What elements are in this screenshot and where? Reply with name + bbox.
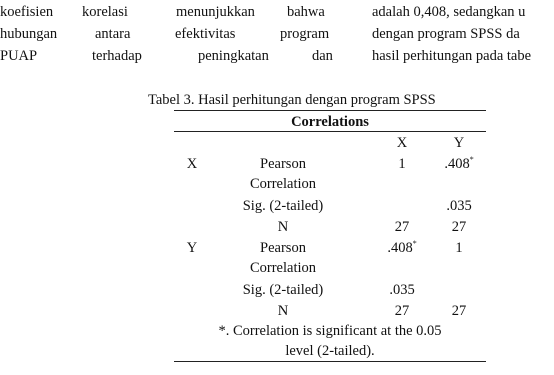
table-caption: Tabel 3. Hasil perhitungan dengan program SPSS bbox=[148, 92, 436, 108]
row-label-n: N bbox=[277, 303, 289, 319]
cell-n-y: 27 bbox=[451, 303, 467, 319]
row-label-correlation: Correlation bbox=[249, 176, 317, 192]
body-word: antara bbox=[95, 26, 131, 42]
column-header-x: X bbox=[396, 135, 408, 151]
table-bottom-rule bbox=[174, 361, 486, 362]
body-word: menunjukkan bbox=[176, 4, 255, 20]
cell-pearson-y bbox=[444, 156, 473, 172]
body-word: program bbox=[280, 26, 330, 42]
row-label-pearson: Pearson bbox=[260, 156, 306, 172]
row-group-label-x: X bbox=[186, 156, 198, 172]
cell-pearson-x bbox=[387, 240, 416, 256]
row-label-sig: Sig. (2-tailed) bbox=[242, 282, 324, 298]
body-line: adalah 0,408, sedangkan u bbox=[372, 4, 526, 20]
cell-pearson-y: 1 bbox=[455, 240, 463, 256]
cell-pearson-x: 1 bbox=[398, 156, 406, 172]
row-label-pearson: Pearson bbox=[260, 240, 306, 256]
body-word: peningkatan bbox=[198, 48, 269, 64]
body-word: dan bbox=[312, 48, 333, 64]
body-word: efektivitas bbox=[175, 26, 236, 42]
table-header-rule bbox=[174, 131, 486, 132]
body-word: hubungan bbox=[0, 26, 58, 42]
table-footnote-continued: level (2-tailed). bbox=[285, 343, 375, 359]
cell-n-y: 27 bbox=[451, 219, 467, 235]
cell-sig-x: .035 bbox=[389, 282, 415, 298]
column-header-y: Y bbox=[453, 135, 465, 151]
body-word: korelasi bbox=[82, 4, 128, 20]
body-word: terhadap bbox=[92, 48, 142, 64]
table-top-rule bbox=[174, 110, 486, 111]
cell-sig-y: .035 bbox=[446, 198, 472, 214]
table-title: Correlations bbox=[291, 114, 369, 130]
body-word: bahwa bbox=[287, 4, 325, 20]
table-footnote: *. Correlation is significant at the 0.05 bbox=[218, 323, 442, 339]
significance-mark: * bbox=[469, 155, 474, 165]
significance-mark: * bbox=[412, 239, 417, 249]
cell-value: .408 bbox=[387, 240, 413, 256]
body-word: PUAP bbox=[0, 48, 38, 64]
row-group-label-y: Y bbox=[186, 240, 198, 256]
cell-n-x: 27 bbox=[394, 219, 410, 235]
row-label-correlation: Correlation bbox=[249, 260, 317, 276]
body-line: hasil perhitungan pada tabe bbox=[372, 48, 532, 64]
cell-value: .408 bbox=[444, 156, 470, 172]
cell-n-x: 27 bbox=[394, 303, 410, 319]
body-word: koefisien bbox=[0, 4, 54, 20]
body-line: dengan program SPSS da bbox=[372, 26, 520, 42]
row-label-sig: Sig. (2-tailed) bbox=[242, 198, 324, 214]
row-label-n: N bbox=[277, 219, 289, 235]
